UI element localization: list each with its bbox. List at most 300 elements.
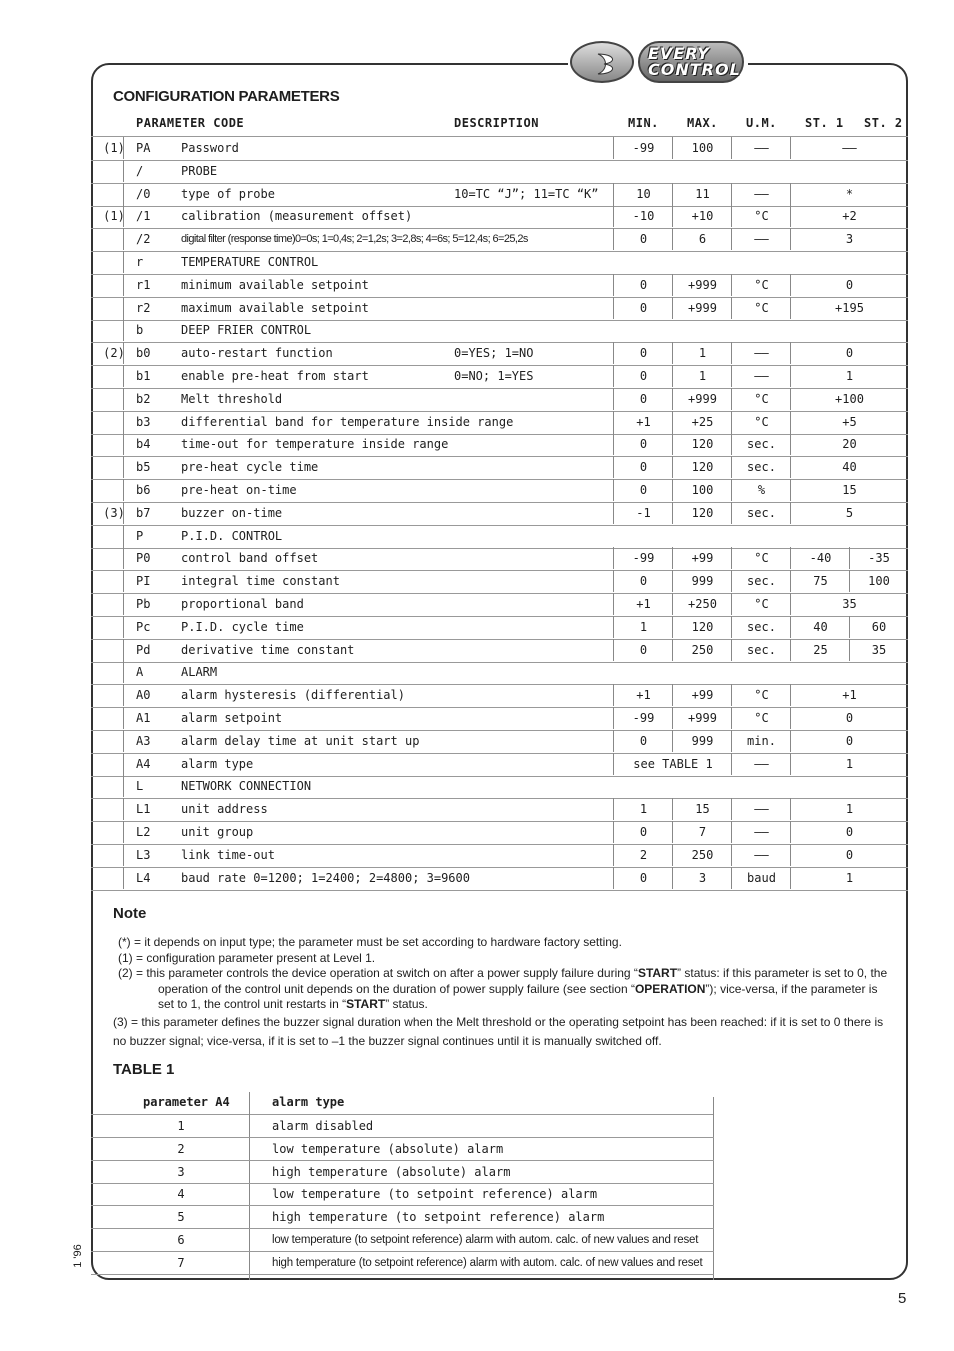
cell-divider [672, 183, 673, 205]
cell-code: b [136, 323, 144, 338]
cell-st1: 0 [845, 825, 854, 839]
cell-divider [790, 205, 791, 227]
cell-divider [790, 479, 791, 501]
cell-um: —— [754, 802, 769, 817]
cell-divider [123, 753, 124, 775]
cell-desc: differential band for temperature inside range [181, 414, 514, 429]
cell-divider [731, 274, 732, 296]
cell-min: 0 [639, 460, 648, 475]
cell-um: sec. [747, 619, 776, 634]
cell-code: A3 [136, 733, 151, 748]
table1-row [91, 1115, 714, 1138]
cell-divider [672, 593, 673, 615]
table-row [91, 319, 908, 343]
cell-note: (2) [103, 346, 125, 361]
cell-code: Pb [136, 597, 151, 611]
cell-st1: 15 [842, 483, 857, 497]
cell-um: —— [754, 186, 769, 201]
cell-um: —— [754, 756, 769, 771]
cell-min: +1 [636, 414, 651, 429]
cell-divider [123, 342, 124, 364]
cell-divider [731, 411, 732, 433]
cell-max: 120 [691, 619, 714, 634]
cell-divider [672, 433, 673, 455]
table1-alarm-type: low temperature (to setpoint reference) alarm [272, 1187, 598, 1202]
cell-st1: +195 [835, 300, 864, 315]
cell-code: / [136, 163, 144, 178]
cell-divider [731, 844, 732, 866]
cell-divider [731, 137, 732, 159]
logo-line-1: EVERY [648, 44, 710, 63]
cell-desc: alarm type [181, 756, 254, 771]
table-row [91, 388, 908, 412]
cell-divider [790, 411, 791, 433]
cell-min: 0 [639, 733, 648, 748]
cell-max: +999 [688, 277, 717, 292]
cell-code: A1 [136, 711, 151, 725]
header-description: DESCRIPTION [454, 116, 539, 130]
cell-desc: minimum available setpoint [181, 277, 369, 292]
cell-code: b3 [136, 414, 151, 429]
cell-note: (1) [103, 141, 125, 155]
cell-max: +99 [691, 688, 714, 703]
cell-max: 100 [691, 141, 714, 155]
cell-desc: type of probe [181, 186, 275, 201]
cell-divider [613, 844, 614, 866]
cell-divider [731, 616, 732, 638]
cell-divider [123, 547, 124, 569]
table1-row [91, 1229, 714, 1252]
cell-st1: * [845, 186, 854, 201]
cell-divider [790, 365, 791, 387]
cell-divider [731, 798, 732, 820]
cell-desc: baud rate 0=1200; 1=2400; 2=4800; 3=9600 [181, 870, 470, 885]
table-row [91, 205, 908, 229]
cell-min: 1 [639, 619, 648, 634]
cell-divider [123, 433, 124, 455]
cell-max: +999 [688, 711, 717, 725]
cell-divider [123, 479, 124, 501]
table-row [91, 547, 908, 571]
cell-divider [613, 730, 614, 752]
cell-divider [731, 821, 732, 843]
cell-desc: link time-out [181, 847, 275, 862]
cell-divider [672, 502, 673, 524]
cell-divider [731, 593, 732, 615]
cell-divider [613, 684, 614, 706]
cell-st1: 1 [845, 870, 854, 885]
cell-divider [613, 228, 614, 250]
cell-code: L [136, 779, 144, 794]
cell-note: (1) [103, 209, 125, 224]
cell-divider [790, 547, 791, 569]
cell-code: Pc [136, 619, 151, 634]
cell-um: °C [754, 209, 769, 224]
cell-divider [613, 456, 614, 478]
cell-divider [731, 228, 732, 250]
cell-min: -99 [632, 551, 655, 566]
table-row [91, 365, 908, 389]
cell-um: sec. [747, 574, 776, 589]
page-title: CONFIGURATION PARAMETERS [113, 88, 340, 105]
cell-divider [790, 753, 791, 775]
cell-divider [790, 297, 791, 319]
cell-um: °C [754, 688, 769, 703]
cell-max: +10 [691, 209, 714, 224]
cell-divider [849, 547, 850, 569]
cell-divider [123, 821, 124, 843]
cell-min: 0 [639, 437, 648, 452]
cell-divider [613, 433, 614, 455]
cell-max: 120 [691, 505, 714, 520]
cell-st2: -35 [868, 551, 890, 566]
cell-max: +25 [691, 414, 714, 429]
cell-desc: unit group [181, 825, 254, 839]
cell-divider [613, 639, 614, 661]
note-star: (*) = it depends on input type; the parameter must be set according to hardware factory setting. [118, 935, 622, 949]
cell-um: —— [754, 346, 769, 361]
cell-divider [613, 274, 614, 296]
cell-desc: PROBE [181, 163, 218, 178]
cell-desc: proportional band [181, 597, 304, 611]
cell-divider [123, 798, 124, 820]
cell-desc: NETWORK CONNECTION [181, 779, 312, 794]
cell-divider [613, 388, 614, 410]
table1-row [91, 1206, 714, 1229]
table-row [91, 183, 908, 207]
cell-divider [849, 639, 850, 661]
table-row [91, 137, 908, 161]
cell-divider [672, 867, 673, 889]
cell-divider [613, 707, 614, 729]
cell-st1: 25 [813, 642, 828, 657]
cell-divider [849, 616, 850, 638]
cell-um: —— [754, 369, 769, 383]
cell-max: 15 [695, 802, 710, 817]
cell-max: 1 [698, 346, 707, 361]
cell-divider [790, 570, 791, 592]
cell-desc: calibration (measurement offset) [181, 209, 413, 224]
cell-divider [731, 867, 732, 889]
cell-st1: 0 [845, 733, 854, 748]
cell-min: -10 [632, 209, 655, 224]
cell-divider [613, 616, 614, 638]
cell-code: b6 [136, 483, 151, 497]
cell-divider [731, 753, 732, 775]
cell-divider [672, 411, 673, 433]
cell-divider [123, 183, 124, 205]
cell-divider [672, 365, 673, 387]
cell-st1: +1 [842, 688, 857, 703]
table-row [91, 479, 908, 503]
table1-alarm-type: low temperature (to setpoint reference) alarm with autom. calc. of new values and reset [272, 1234, 699, 1246]
cell-divider [672, 547, 673, 569]
cell-extra: 0=NO; 1=YES [454, 369, 534, 383]
cell-divider [849, 570, 850, 592]
cell-divider [672, 297, 673, 319]
cell-divider [790, 593, 791, 615]
cell-um: —— [754, 847, 769, 862]
cell-desc: buzzer on-time [181, 505, 283, 520]
cell-desc: auto-restart function [181, 346, 333, 361]
cell-divider [613, 365, 614, 387]
cell-max: 120 [691, 460, 714, 475]
cell-min: +1 [636, 597, 651, 611]
cell-divider [613, 570, 614, 592]
cell-desc: time-out for temperature inside range [181, 437, 449, 452]
table-row [91, 297, 908, 321]
table-row [91, 753, 908, 777]
table-row [91, 707, 908, 731]
table-row [91, 798, 908, 822]
cell-min: 0 [639, 232, 648, 247]
logo-wordmark [638, 41, 744, 83]
table-row [91, 228, 908, 252]
cell-um: sec. [747, 642, 776, 657]
cell-divider [123, 661, 124, 683]
cell-um: —— [754, 232, 769, 247]
cell-divider [672, 137, 673, 159]
cell-divider [123, 388, 124, 410]
cell-min: 0 [639, 300, 648, 315]
cell-divider [731, 433, 732, 455]
cell-min: 0 [639, 870, 648, 885]
cell-divider [672, 684, 673, 706]
cell-divider [731, 456, 732, 478]
cell-desc: pre-heat on-time [181, 483, 297, 497]
cell-note: (3) [103, 505, 125, 520]
table1-value: 1 [177, 1119, 185, 1133]
cell-divider [123, 844, 124, 866]
cell-divider [790, 183, 791, 205]
cell-st1: —— [842, 141, 857, 155]
cell-divider [731, 388, 732, 410]
edition-mark: 1 '96 [71, 1244, 84, 1268]
table1-title: TABLE 1 [113, 1061, 175, 1078]
table1-row [91, 1183, 714, 1206]
cell-um: —— [754, 141, 769, 155]
cell-divider [731, 365, 732, 387]
cell-divider [790, 433, 791, 455]
cell-max: 3 [698, 870, 707, 885]
cell-divider [790, 137, 791, 159]
cell-divider [613, 342, 614, 364]
cell-divider [731, 183, 732, 205]
table1-header-param: parameter A4 [143, 1095, 230, 1109]
cell-st1: 1 [845, 802, 854, 817]
header-max: MAX. [687, 116, 718, 130]
table1-row [91, 1138, 714, 1161]
cell-min: 0 [639, 825, 648, 839]
table1-value: 2 [177, 1141, 185, 1156]
cell-divider [613, 502, 614, 524]
cell-min: -99 [632, 141, 655, 155]
table1-value: 5 [177, 1210, 185, 1225]
cell-desc: ALARM [181, 665, 218, 680]
cell-divider [790, 798, 791, 820]
table1-alarm-type: alarm disabled [272, 1119, 374, 1133]
cell-um: °C [754, 597, 769, 611]
cell-code: L4 [136, 870, 151, 885]
cell-um: °C [754, 277, 769, 292]
note-2: (2) = this parameter controls the device operation at switch on after a power supply failure during “START” status: if this parameter is set to 0, the operation of the control unit depends on the duration of power supply failure (see section “OPERATION”); vice-versa, if the parameter is set to 1, the control unit restarts in “START” status. [118, 966, 888, 1011]
cell-code: b1 [136, 369, 151, 383]
cell-divider [790, 456, 791, 478]
note-3: (3) = this parameter defines the buzzer signal duration when the Melt threshold or the operating setpoint has been reached: if it is set to 0 there is no buzzer signal; vice-versa, if it is set to –1 the buzzer signal continues until it is manually switched off. [113, 1014, 884, 1048]
cell-divider [123, 297, 124, 319]
notes-block [113, 935, 888, 1051]
table-row [91, 274, 908, 298]
cell-um: °C [754, 391, 769, 406]
cell-divider [790, 730, 791, 752]
cell-st1: 0 [845, 277, 854, 292]
cell-st1: +100 [835, 391, 864, 406]
cell-divider [613, 411, 614, 433]
cell-max: +99 [691, 551, 714, 566]
cell-min: 10 [636, 186, 651, 201]
table-row [91, 456, 908, 480]
cell-divider [123, 502, 124, 524]
cell-code: A [136, 665, 144, 680]
cell-code: P [136, 528, 144, 543]
cell-max: 1 [698, 369, 707, 383]
cell-desc: P.I.D. cycle time [181, 619, 304, 634]
table1-alarm-type: low temperature (absolute) alarm [272, 1141, 504, 1156]
cell-code: /2 [136, 232, 151, 247]
table-row [91, 639, 908, 663]
cell-max: 250 [691, 642, 714, 657]
header-st1: ST. 1 [805, 116, 844, 130]
cell-desc: TEMPERATURE CONTROL [181, 255, 319, 269]
cell-min: 0 [639, 369, 648, 383]
cell-divider [613, 137, 614, 159]
cell-divider [731, 707, 732, 729]
cell-extra: 0=YES; 1=NO [454, 346, 534, 361]
cell-code: L1 [136, 802, 151, 817]
cell-divider [123, 570, 124, 592]
cell-max: 100 [691, 483, 714, 497]
cell-divider [123, 730, 124, 752]
cell-divider [790, 502, 791, 524]
table1-alarm-type: high temperature (to setpoint reference) alarm [272, 1210, 605, 1225]
cell-code: b4 [136, 437, 151, 452]
cell-divider [672, 228, 673, 250]
cell-min: -1 [636, 505, 651, 520]
cell-desc: unit address [181, 802, 268, 817]
table-row [91, 160, 908, 184]
cell-um: sec. [747, 460, 776, 475]
cell-divider [790, 707, 791, 729]
cell-st1: 20 [842, 437, 857, 452]
table-row [91, 411, 908, 435]
cell-desc: Melt threshold [181, 391, 283, 406]
cell-um: baud [747, 870, 776, 885]
table-row [91, 593, 908, 617]
cell-code: L2 [136, 825, 151, 839]
cell-divider [123, 411, 124, 433]
cell-min: +1 [636, 688, 651, 703]
cell-divider [613, 205, 614, 227]
cell-desc: alarm setpoint [181, 711, 283, 725]
every-control-logo [568, 40, 748, 86]
cell-divider [731, 547, 732, 569]
cell-st1: -40 [809, 551, 832, 566]
cell-divider [613, 297, 614, 319]
cell-code: /1 [136, 209, 151, 224]
cell-desc: enable pre-heat from start [181, 369, 369, 383]
cell-um: min. [747, 733, 776, 748]
cell-divider [672, 342, 673, 364]
cell-st1: 75 [813, 574, 828, 589]
cell-max: +250 [688, 597, 717, 611]
cell-divider [790, 616, 791, 638]
cell-desc: pre-heat cycle time [181, 460, 319, 475]
cell-um: °C [754, 711, 769, 725]
cell-divider [613, 867, 614, 889]
cell-divider [672, 639, 673, 661]
cell-divider [672, 456, 673, 478]
cell-desc: alarm hysteresis (differential) [181, 688, 405, 703]
cell-min: see TABLE 1 [633, 756, 713, 771]
cell-divider [790, 228, 791, 250]
cell-code: b7 [136, 505, 151, 520]
cell-max: 999 [691, 574, 714, 589]
cell-divider [672, 274, 673, 296]
cell-divider [672, 821, 673, 843]
cell-divider [672, 844, 673, 866]
logo-line-2: CONTROL [648, 60, 741, 79]
cell-divider [790, 342, 791, 364]
cell-divider [123, 707, 124, 729]
table1-value: 3 [177, 1164, 185, 1179]
cell-min: 0 [639, 642, 648, 657]
cell-min: 0 [639, 574, 648, 589]
cell-st1: +5 [842, 414, 857, 429]
table-row [91, 821, 908, 845]
cell-desc: P.I.D. CONTROL [181, 528, 283, 543]
cell-code: L3 [136, 847, 151, 862]
cell-st1: 5 [845, 505, 854, 520]
cell-divider [790, 684, 791, 706]
cell-um: sec. [747, 505, 776, 520]
cell-min: 0 [639, 346, 648, 361]
cell-divider [613, 479, 614, 501]
cell-extra: 10=TC “J”; 11=TC “K” [454, 186, 599, 201]
cell-divider [123, 775, 124, 797]
header-st2: ST. 2 [864, 116, 903, 130]
cell-divider [672, 570, 673, 592]
cell-divider [790, 867, 791, 889]
cell-divider [613, 547, 614, 569]
note-1: (1) = configuration parameter present at Level 1. [118, 950, 376, 965]
cell-divider [123, 639, 124, 661]
cell-divider [123, 205, 124, 227]
cell-divider [123, 684, 124, 706]
cell-code: Pd [136, 642, 151, 657]
cell-divider [731, 639, 732, 661]
cell-um: °C [754, 551, 769, 566]
cell-desc: alarm delay time at unit start up [181, 733, 420, 748]
cell-divider [123, 137, 124, 159]
cell-max: 6 [698, 232, 707, 247]
cell-code: P0 [136, 551, 151, 566]
cell-code: b0 [136, 346, 151, 361]
table-row [91, 342, 908, 366]
cell-divider [613, 753, 614, 775]
table-row [91, 502, 908, 526]
cell-divider [613, 798, 614, 820]
cell-divider [123, 274, 124, 296]
